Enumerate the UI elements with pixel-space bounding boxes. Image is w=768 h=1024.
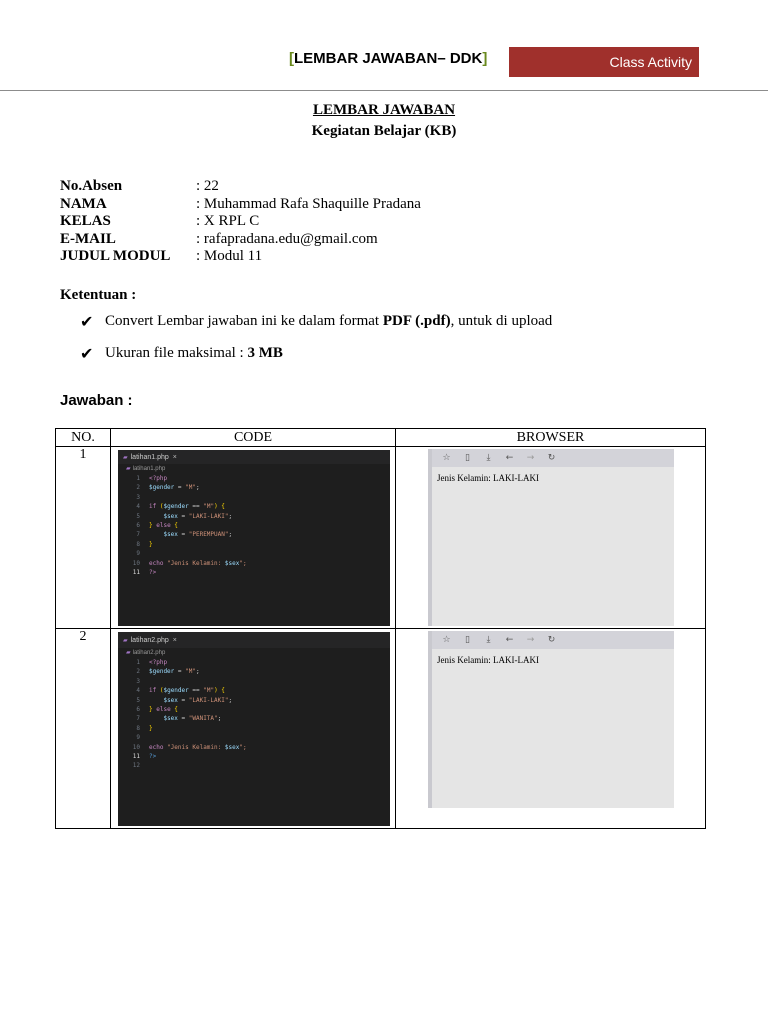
code-token: ?> xyxy=(149,568,157,576)
col-header-browser: BROWSER xyxy=(396,429,706,447)
code-token: ?> xyxy=(149,752,157,760)
table-row xyxy=(56,629,706,829)
code-token: $sex xyxy=(163,531,178,539)
code-token: ; xyxy=(228,531,233,539)
info-value: : rafapradana.edu@gmail.com xyxy=(196,230,378,247)
split-view-icon: ▯ xyxy=(465,453,470,463)
code-token: == xyxy=(188,503,204,511)
code-token: ; xyxy=(217,715,222,723)
code-line: 1 <?php xyxy=(136,659,168,666)
rule-item-format xyxy=(80,312,552,331)
info-label: NAMA xyxy=(60,195,107,212)
php-file-icon: ▰ xyxy=(126,650,131,656)
code-line: 5 $sex = "LAKI-LAKI" ; xyxy=(136,512,233,520)
code-token: <?php xyxy=(149,475,168,482)
code-token: echo xyxy=(149,559,164,567)
code-token: echo xyxy=(149,743,164,751)
forward-icon: → xyxy=(526,453,535,463)
php-file-icon: ▰ xyxy=(123,454,128,461)
php-file-icon: ▰ xyxy=(126,466,131,472)
code-line: 4 if ( $gender == "M" ) { xyxy=(136,687,225,695)
split-view-icon: ▯ xyxy=(465,635,470,645)
col-header-code: CODE xyxy=(111,429,396,447)
close-icon: × xyxy=(172,636,177,644)
code-token: $gender xyxy=(149,668,175,676)
rule-text-pre: Ukuran file maksimal : xyxy=(105,345,248,361)
browser-screenshot xyxy=(428,631,674,808)
code-token: "LAKI-LAKI" xyxy=(188,512,229,520)
code-line: 1 <?php xyxy=(136,475,168,482)
code-line: 9 xyxy=(136,550,140,558)
check-icon: ✔ xyxy=(80,312,94,331)
answer-table xyxy=(55,428,706,829)
doc-subtitle: Kegiatan Belajar (KB) xyxy=(311,123,457,139)
code-line: 11 ?> xyxy=(132,752,157,760)
code-token: $sex xyxy=(163,696,178,704)
editor-breadcrumb xyxy=(118,464,390,474)
rule-text xyxy=(105,345,283,362)
code-token: $sex xyxy=(224,743,240,751)
browser-output-text: Jenis Kelamin: LAKI-LAKI xyxy=(437,655,539,665)
rule-text-bold: 3 MB xyxy=(247,345,283,361)
code-line: 4 if ( $gender == "M" ) { xyxy=(136,503,225,511)
code-token: ; xyxy=(195,668,200,676)
info-label: JUDUL MODUL xyxy=(60,248,171,264)
info-row-kelas xyxy=(60,213,421,231)
header-title-text: LEMBAR JAWABAN– DDK xyxy=(294,50,483,67)
back-icon: ← xyxy=(505,453,514,463)
info-row-modul xyxy=(60,248,421,266)
browser-toolbar xyxy=(432,631,674,649)
code-line: 10 echo "Jenis Kelamin: $sex "; xyxy=(132,743,247,751)
code-token: } xyxy=(149,540,153,548)
header-title xyxy=(289,50,487,67)
code-line: 11 ?> xyxy=(132,568,157,576)
rule-text-pre: Convert Lembar jawaban ini ke dalam format xyxy=(105,313,383,329)
code-line: 3 xyxy=(136,493,140,501)
code-line: 6 } else { xyxy=(136,705,178,713)
download-icon: ⤓ xyxy=(486,635,491,645)
code-token: = xyxy=(177,531,189,539)
code-token: $sex xyxy=(163,512,178,520)
table-header-row xyxy=(56,429,706,447)
bracket-close: ] xyxy=(482,50,488,67)
info-value: : X RPL C xyxy=(196,213,260,229)
code-token: { xyxy=(170,705,178,713)
code-token: $sex xyxy=(224,559,240,567)
info-row-email xyxy=(60,231,421,249)
editor-tab xyxy=(118,450,390,464)
code-token: $gender xyxy=(163,687,189,695)
code-line: 3 xyxy=(136,677,140,685)
forward-icon: → xyxy=(526,635,535,645)
code-token: ) { xyxy=(214,503,225,511)
table-row xyxy=(56,447,706,629)
code-cell xyxy=(111,447,396,629)
col-header-no: NO. xyxy=(56,429,111,447)
info-value: : Muhammad Rafa Shaquille Pradana xyxy=(196,195,421,212)
check-icon: ✔ xyxy=(80,344,94,363)
code-token: "M" xyxy=(203,503,215,511)
bracket-open: [ xyxy=(289,50,294,67)
code-line: 5 $sex = "LAKI-LAKI" ; xyxy=(136,696,233,704)
code-token: "Jenis Kelamin: xyxy=(163,559,225,567)
class-activity-badge: Class Activity xyxy=(509,47,699,77)
reload-icon: ↻ xyxy=(547,635,556,645)
code-token: "M" xyxy=(185,484,196,492)
code-token: $sex xyxy=(163,715,178,723)
close-icon: × xyxy=(172,453,177,461)
browser-output-text: Jenis Kelamin: LAKI-LAKI xyxy=(437,473,539,483)
code-token: } xyxy=(149,705,157,713)
code-token: else xyxy=(156,521,171,529)
code-line: 6 } else { xyxy=(136,521,178,529)
code-token: ; xyxy=(195,484,200,492)
code-line: 9 xyxy=(136,734,140,742)
header-divider xyxy=(0,90,768,91)
code-token: $gender xyxy=(149,484,175,492)
code-token: = xyxy=(177,512,189,520)
editor-tab-label: latihan2.php xyxy=(130,636,169,644)
code-token: "WANITA" xyxy=(188,715,218,723)
code-token: == xyxy=(188,687,204,695)
code-token: if xyxy=(149,503,157,511)
browser-screenshot xyxy=(428,449,674,626)
browser-toolbar xyxy=(432,449,674,467)
browser-cell xyxy=(396,447,706,629)
code-token: $gender xyxy=(163,503,189,511)
rule-item-size xyxy=(80,344,283,363)
info-label: E-MAIL xyxy=(60,230,116,247)
code-token: } xyxy=(149,521,157,529)
code-token: "M" xyxy=(203,687,215,695)
info-value: : 22 xyxy=(196,178,219,194)
code-token: if xyxy=(149,687,157,695)
code-token: ; xyxy=(228,512,233,520)
code-line: 10 echo "Jenis Kelamin: $sex "; xyxy=(132,559,247,567)
code-line: 2 $gender = "M" ; xyxy=(136,668,200,676)
info-row-absen xyxy=(60,178,421,196)
code-editor-screenshot xyxy=(118,450,390,626)
breadcrumb-label: latihan2.php xyxy=(132,650,166,656)
info-label: KELAS xyxy=(60,213,111,229)
editor-tab-label: latihan1.php xyxy=(130,453,169,461)
code-line: 2 $gender = "M" ; xyxy=(136,484,200,492)
extensions-icon: ☆ xyxy=(442,453,451,463)
code-token: = xyxy=(174,484,186,492)
info-value: : Modul 11 xyxy=(196,248,263,264)
code-token: { xyxy=(170,521,178,529)
editor-breadcrumb xyxy=(118,648,390,658)
row-number: 1 xyxy=(56,447,111,629)
code-token: } xyxy=(149,724,153,732)
code-token: ; xyxy=(228,696,233,704)
php-file-icon: ▰ xyxy=(123,637,128,644)
editor-tab xyxy=(118,632,390,648)
code-token: "PEREMPUAN" xyxy=(188,531,229,539)
breadcrumb-label: latihan1.php xyxy=(132,466,166,472)
code-editor-screenshot xyxy=(118,632,390,826)
code-token: else xyxy=(156,705,171,713)
rule-text-bold: PDF (.pdf) xyxy=(382,313,451,329)
doc-title: LEMBAR JAWABAN xyxy=(312,102,456,118)
rule-text-post: , untuk di upload xyxy=(450,313,553,329)
code-line: 7 $sex = "WANITA" ; xyxy=(136,715,222,723)
code-token: "; xyxy=(239,743,247,751)
reload-icon: ↻ xyxy=(547,453,556,463)
code-token: ( xyxy=(156,687,164,695)
rule-text xyxy=(105,313,552,330)
code-token: "LAKI-LAKI" xyxy=(188,696,229,704)
back-icon: ← xyxy=(505,635,514,645)
code-token: "M" xyxy=(185,668,196,676)
code-line: 12 xyxy=(132,762,140,770)
info-row-nama xyxy=(60,196,421,214)
code-token: ( xyxy=(156,503,164,511)
ketentuan-title: Ketentuan : xyxy=(60,287,137,303)
jawaban-title: Jawaban : xyxy=(60,392,133,409)
row-number: 2 xyxy=(56,629,111,829)
code-token: "; xyxy=(239,559,247,567)
browser-cell xyxy=(396,629,706,829)
code-token: <?php xyxy=(149,659,168,666)
code-token: ) { xyxy=(214,687,225,695)
code-token: = xyxy=(177,696,189,704)
info-label: No.Absen xyxy=(60,178,123,194)
extensions-icon: ☆ xyxy=(442,635,451,645)
code-token: = xyxy=(174,668,186,676)
student-info xyxy=(60,178,421,266)
code-cell xyxy=(111,629,396,829)
code-line: 7 $sex = "PEREMPUAN" ; xyxy=(136,531,233,539)
code-token: "Jenis Kelamin: xyxy=(163,743,225,751)
download-icon: ⤓ xyxy=(486,453,491,463)
code-line: 8 } xyxy=(136,540,153,548)
code-line: 8 } xyxy=(136,724,153,732)
code-token: = xyxy=(177,715,189,723)
